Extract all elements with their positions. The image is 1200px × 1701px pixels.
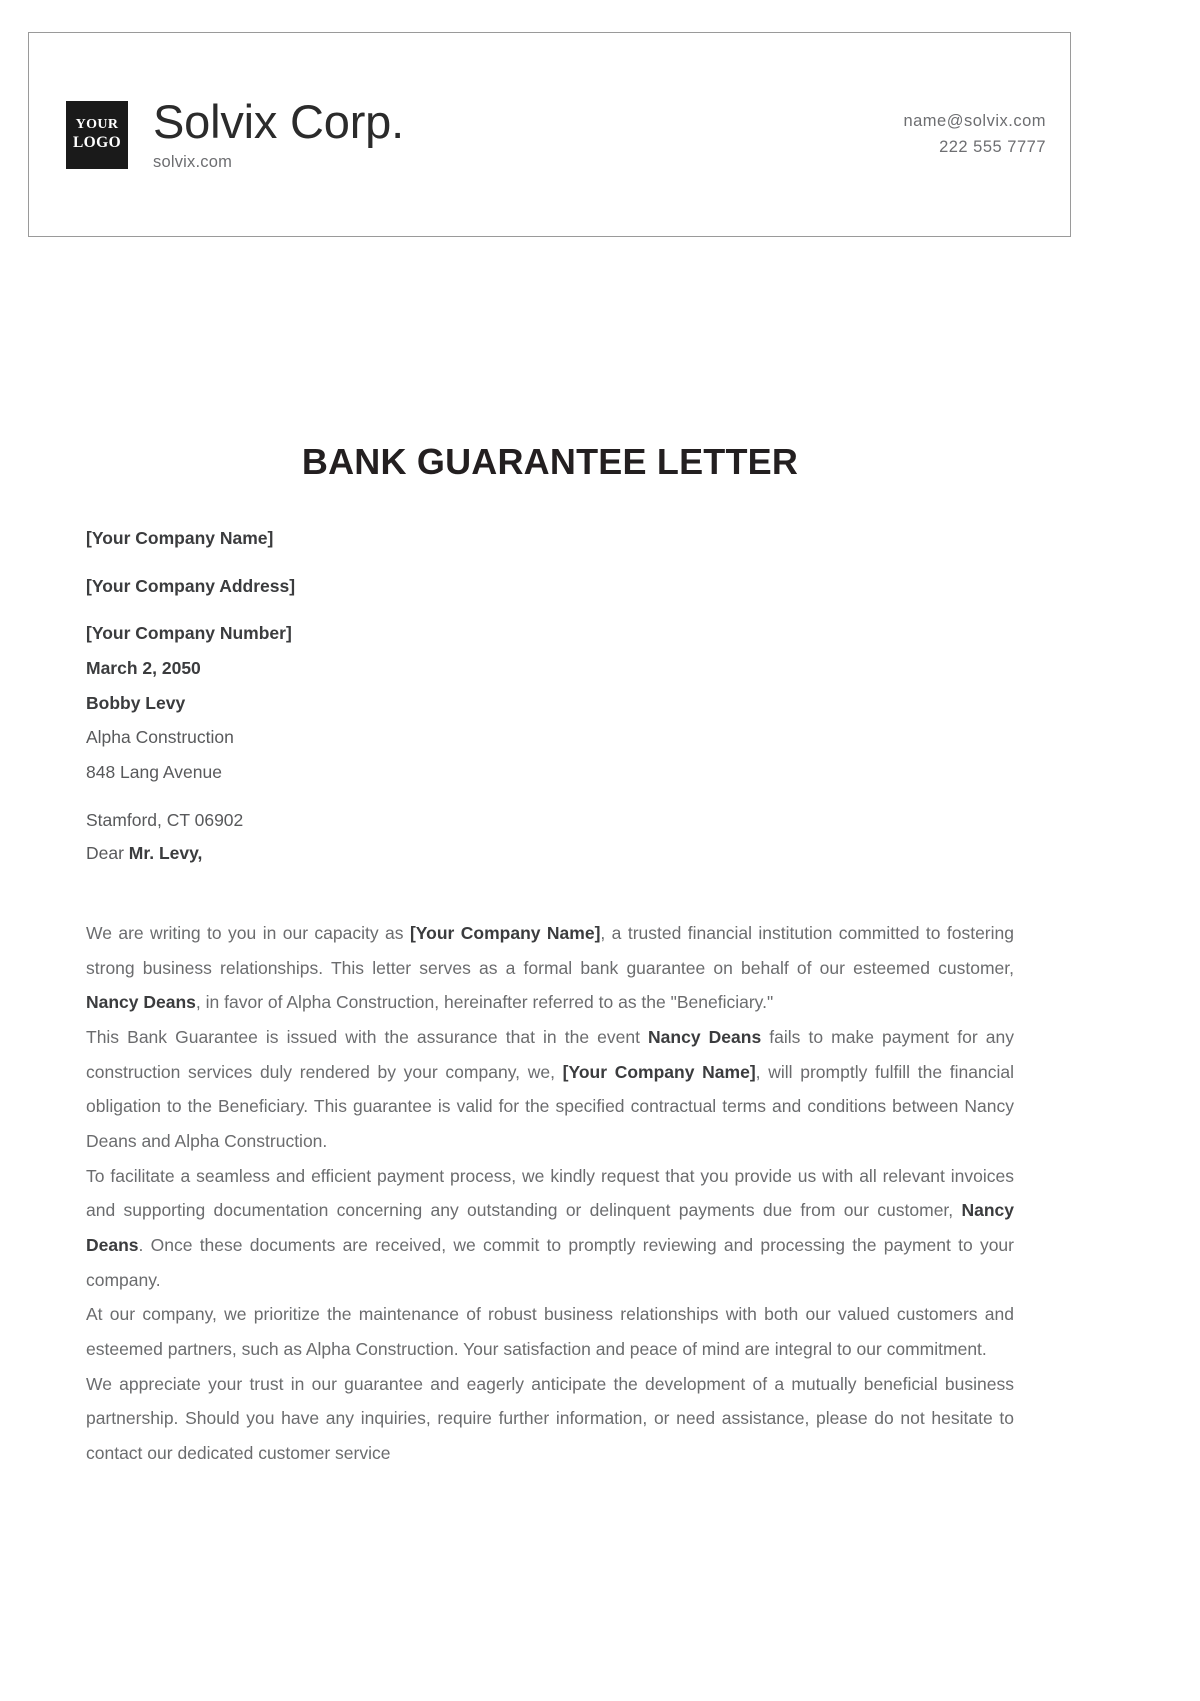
para-2: This Bank Guarantee is issued with the assurance that in the event Nancy Deans fails to make payment for any construction services duly rendered by your company, we, [Your Company Name], will promptly fulfill the financial obligation to the Beneficiary. This guarantee is valid for the specified contractual terms and conditions between Nancy Deans and Alpha Construction. bbox=[86, 1027, 1014, 1152]
recipient-name: Bobby Levy bbox=[86, 692, 186, 713]
company-website: solvix.com bbox=[153, 152, 233, 171]
emphasis-text: Nancy Deans bbox=[86, 992, 196, 1013]
para-4: At our company, we prioritize the maintenance of robust business relationships with both our valued customers and esteemed partners, such as Alpha Construction. Your satisfaction and peace of mind are integral to our commitment. bbox=[86, 1304, 1014, 1359]
emphasis-text: Nancy Deans bbox=[86, 1200, 1014, 1255]
brand-block bbox=[29, 94, 404, 172]
logo-text-line1: YOUR bbox=[75, 117, 119, 133]
company-logo bbox=[66, 101, 128, 169]
emphasis-text: [Your Company Name] bbox=[562, 1061, 756, 1082]
letter-body bbox=[86, 916, 1014, 1470]
para-1: We are writing to you in our capacity as [Your Company Name], a trusted financial institution committed to fostering strong business relationships. This letter serves as a formal bank guarantee on behalf of our esteemed customer, Nancy Deans, in favor of Alpha Construction, hereinafter referred to as the "Beneficiary." bbox=[86, 923, 1014, 1013]
company-name: Solvix Corp. bbox=[153, 94, 404, 148]
emphasis-text: [Your Company Name] bbox=[409, 923, 601, 944]
sender-company-name: [Your Company Name] bbox=[86, 528, 274, 549]
para-5: We appreciate your trust in our guarantee and eagerly anticipate the development of a mutually beneficial business partnership. Should you have any inquiries, require further information, or need assistance, please do not hesitate to contact our dedicated customer service bbox=[86, 1373, 1014, 1463]
sender-company-number: [Your Company Number] bbox=[86, 623, 292, 644]
letterhead bbox=[28, 32, 1071, 237]
brand-text bbox=[153, 94, 404, 172]
recipient-city-state-zip: Stamford, CT 06902 bbox=[86, 809, 244, 830]
recipient-street: 848 Lang Avenue bbox=[86, 761, 222, 782]
logo-text-line2: LOGO bbox=[72, 133, 122, 151]
recipient-company: Alpha Construction bbox=[86, 727, 234, 748]
sender-company-address: [Your Company Address] bbox=[86, 575, 296, 596]
contact-block bbox=[903, 109, 1070, 160]
salutation-name: Mr. Levy, bbox=[128, 843, 203, 864]
salutation bbox=[86, 843, 1014, 864]
emphasis-text: Nancy Deans bbox=[648, 1027, 762, 1048]
letter-date: March 2, 2050 bbox=[86, 658, 201, 679]
letter-title: BANK GUARANTEE LETTER bbox=[301, 441, 799, 482]
letter-content bbox=[86, 440, 1014, 1470]
contact-phone: 222 555 7777 bbox=[939, 137, 1046, 156]
contact-email: name@solvix.com bbox=[903, 111, 1046, 130]
salutation-prefix: Dear bbox=[86, 843, 129, 864]
para-3: To facilitate a seamless and efficient payment process, we kindly request that you provide us with all relevant invoices and supporting documentation concerning any outstanding or delinquent payments due from our customer, Nancy Deans. Once these documents are received, we commit to promptly reviewing and processing the payment to your company. bbox=[86, 1165, 1014, 1290]
